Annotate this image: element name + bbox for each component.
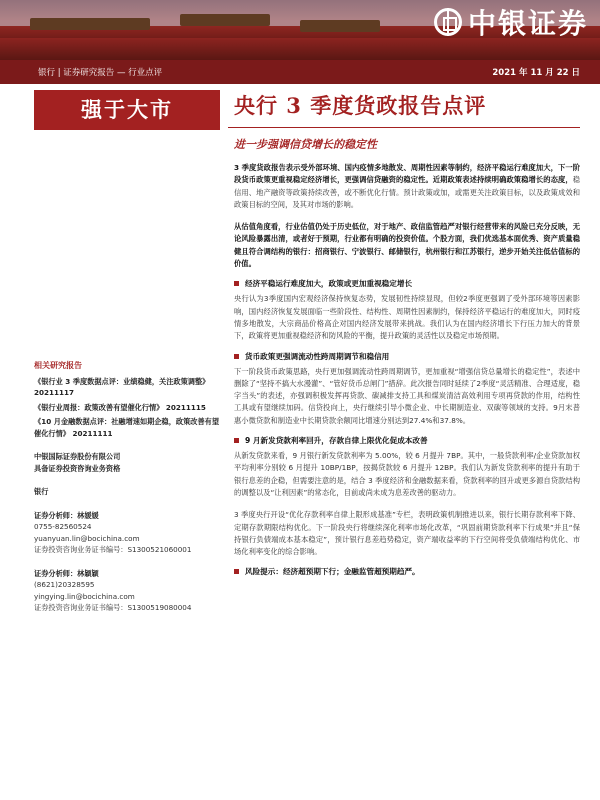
- sidebar: [34, 360, 220, 614]
- related-reports-heading: 相关研究报告: [34, 361, 82, 370]
- analyst-phone: (8621)20328595: [34, 580, 95, 589]
- bullet-square-icon: [234, 569, 239, 574]
- related-report[interactable]: 《银行业 3 季度数据点评：业绩稳健，关注政策调整》 20211117: [34, 376, 210, 397]
- roof-shape: [30, 18, 150, 30]
- analyst-block: [34, 510, 220, 556]
- boc-logo-icon: [434, 8, 462, 36]
- section-heading: 货币政策更强调流动性跨周期调节和稳信用: [234, 351, 580, 362]
- analyst-name: 证券分析师：林颖颖: [34, 568, 99, 578]
- summary-text: 稳信用、地产融资等政策持续改善，或不断优化行情。预计政策或加，或需更关注政策目标，以及政策成效和政策目标的空间，及其对市场的影响。: [234, 175, 580, 209]
- meta-strip: [0, 60, 600, 84]
- bullet-square-icon: [234, 354, 239, 359]
- analyst-name: 证券分析师：林媛媛: [34, 510, 99, 520]
- risk-warning: 风险提示：经济超预期下行；金融监管超预期趋严。: [234, 566, 580, 577]
- valuation-text: 从估值角度看，行业估值仍处于历史低位，对于地产、政信监管趋严对银行经营带来的风险已充分反映，无论风险暴露出清，或者好于预期，行业都有明确的投资价值。个股方面，我们优选基本面优秀、资产质量稳健且符合调结构的银行：招商银行、宁波银行、邮储银行，杭州银行和江苏银行，逆步开始关注低估值标的价值。: [234, 222, 580, 269]
- header-banner: [0, 0, 600, 60]
- analyst-cert: 证券投资咨询业务证书编号：S1300521060001: [34, 545, 192, 554]
- section-text: 下一阶段货币政策思路，央行更加强调流动性跨周期调节，更加重视“增强信贷总量增长的稳定性”，表述中删除了“坚持不搞大水漫灌”、“管好货币总闸门”措辞。此次报告同时延续了2季度“灵活精准、合理适度，稳字当头”的表述，亦强调积极发挥再贷款、碳减排支持工具和煤炭清洁高效利用专项再贷款的作用，结构性工具或有望继续加码。信贷投向上，央行继续引导小微企业、中长期制造业、双碳等领域的支持。9月末普惠小微贷款和制造业中长期贷款余额同比增速分别达到27.4%和37.8%。: [234, 366, 580, 425]
- analyst-email[interactable]: yuanyuan.lin@bocichina.com: [34, 533, 140, 543]
- analyst-email[interactable]: yingying.lin@bocichina.com: [34, 591, 135, 601]
- company-name: 中银国际证券股份有限公司 具备证券投资咨询业务资格: [34, 452, 121, 473]
- bullet-square-icon: [234, 281, 239, 286]
- brand: [434, 2, 588, 42]
- roof-shape: [180, 14, 270, 26]
- rating-label: 强于大市: [34, 90, 220, 130]
- report-date: 2021 年 11 月 22 日: [492, 68, 580, 78]
- report-category: 银行 | 证券研究报告 — 行业点评: [38, 68, 163, 78]
- sector-label: 银行: [34, 487, 49, 496]
- section-heading: 经济平稳运行难度加大，政策或更加重视稳定增长: [234, 278, 580, 289]
- rating-box: [34, 90, 220, 130]
- page-subtitle: 进一步强调信贷增长的稳定性: [234, 138, 377, 151]
- section-text: 从新发贷款来看，9 月银行新发贷款利率为 5.00%，较 6 月提升 7BP。其中，一般贷款利率/企业贷款加权平均利率分别较 6 月提升 10BP/1BP，按揭贷款较 6 月提升 12BP。我们认为新发贷款利率的提升有助于银行息差的企稳，但需要注意的是，结合 3 季度经济和金融数据来看，贷款利率的回升或更多源自贷款结构的调整以及“让利因素”的常态化，目前或尚未成为息差改善的驱动力。: [234, 451, 580, 497]
- related-report[interactable]: 《银行业周报：政策改善有望催化行情》 20211115: [34, 402, 206, 412]
- page-title: 央行 3 季度货政报告点评: [228, 88, 580, 128]
- analyst-phone: 0755-82560524: [34, 522, 92, 531]
- related-report[interactable]: 《10 月金融数据点评：社融增速如期企稳，政策改善有望催化行情》 20211111: [34, 417, 220, 438]
- summary-paragraph: [234, 162, 580, 211]
- main-column: [234, 88, 580, 577]
- roof-shape: [300, 20, 380, 32]
- analyst-block: [34, 568, 220, 614]
- section-text: 3 季度央行开设“优化存款利率自律上限形成基准”专栏，表明政策机制推进以来，银行长期存款利率下降、定期存款期限结构优化。下一阶段央行将继续深化利率市场化改革，“巩固前期贷款利率下行成果”并且“保持银行负债端成本基本稳定”，预计银行息差趋势稳定，资产端收益率的下行空间将受负债端结构优化、市场化利率变化的综合影响。: [234, 510, 580, 557]
- brand-name: 中银证券: [467, 7, 588, 40]
- analyst-cert: 证券投资咨询业务证书编号：S1300519080004: [34, 603, 192, 612]
- section-heading: 9 月新发贷款利率回升，存款自律上限优化促成本改善: [234, 435, 580, 446]
- bullet-square-icon: [234, 438, 239, 443]
- summary-bold-text: 3 季度货政报告表示受外部环境、国内疫情多地散发、周期性因素等制约，经济平稳运行难度加大，下一阶段货币政策更重视稳定经济增长，更强调信贷融资的稳定性。近期政策表述持续明确政策稳增长的态度，: [234, 163, 580, 185]
- section-text: 央行认为3季度国内宏观经济保持恢复态势，发展韧性持续显现，但较2季度更强调了受外部环境等因素影响，国内经济恢复发展面临一些阶段性、结构性、周期性因素制约，保持经济平稳运行的难度加大，同时疫情多地散发，大宗商品价格高企对国内经济发展带来挑战。我们认为在国内经济增长下行压力加大的背景下，政策将更加重视稳经济和防风险的平衡，提升政策的灵活性以及稳定市场预期。: [234, 294, 580, 341]
- valuation-paragraph: [234, 221, 580, 270]
